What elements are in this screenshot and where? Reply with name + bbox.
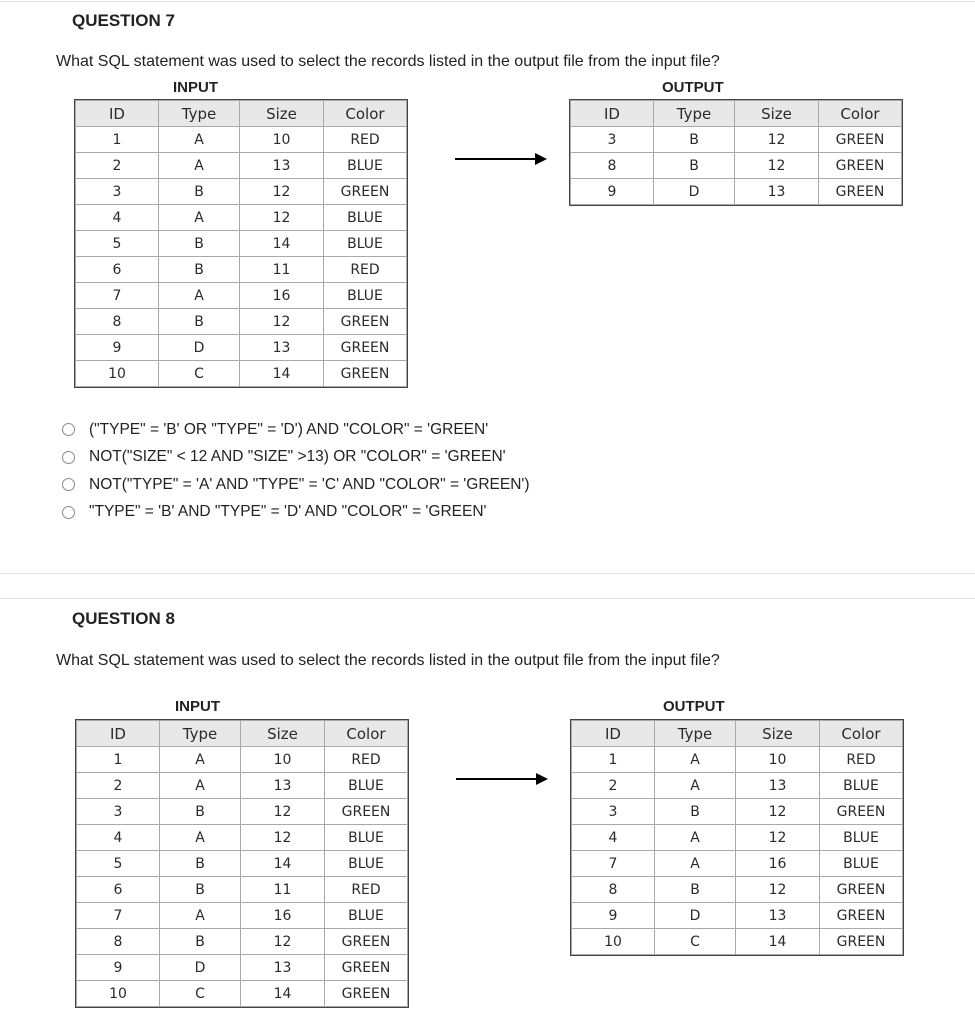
table-cell: D	[160, 955, 241, 981]
table-cell: 13	[736, 773, 820, 799]
table-cell: C	[160, 981, 241, 1007]
table-cell: GREEN	[325, 929, 408, 955]
table-cell: 3	[571, 127, 654, 153]
table-cell: A	[159, 283, 240, 309]
radio-icon[interactable]	[62, 451, 75, 464]
table-row	[77, 981, 408, 1007]
table-row	[572, 877, 903, 903]
table-cell: 16	[241, 903, 325, 929]
table-cell: 10	[241, 747, 325, 773]
table-cell: 10	[572, 929, 655, 955]
table-cell: BLUE	[820, 773, 903, 799]
table-row	[76, 309, 407, 335]
table-row	[77, 747, 408, 773]
table-cell: GREEN	[819, 127, 902, 153]
table-cell: GREEN	[325, 955, 408, 981]
table-cell: D	[159, 335, 240, 361]
table-row	[76, 335, 407, 361]
table-cell: BLUE	[324, 205, 407, 231]
table-cell: 12	[735, 127, 819, 153]
table-cell: B	[655, 877, 736, 903]
table-cell: 12	[240, 205, 324, 231]
table-cell: 1	[572, 747, 655, 773]
table-cell: GREEN	[820, 877, 903, 903]
table-cell: B	[159, 257, 240, 283]
table-cell: 13	[735, 179, 819, 205]
table-cell: A	[159, 205, 240, 231]
table-cell: B	[160, 851, 241, 877]
table-cell: RED	[324, 257, 407, 283]
table-cell: 12	[736, 877, 820, 903]
q7-title: QUESTION 7	[72, 11, 175, 30]
table-cell: 4	[77, 825, 160, 851]
table-cell: 10	[77, 981, 160, 1007]
table-row	[572, 929, 903, 955]
top-divider	[0, 1, 975, 2]
table-cell: 3	[572, 799, 655, 825]
table-cell: 5	[76, 231, 159, 257]
q7-output-table	[570, 100, 902, 205]
table-row	[572, 773, 903, 799]
table-cell: 14	[241, 981, 325, 1007]
column-header: ID	[572, 721, 655, 747]
table-cell: GREEN	[324, 309, 407, 335]
column-header: Color	[325, 721, 408, 747]
table-cell: 12	[241, 799, 325, 825]
radio-icon[interactable]	[62, 478, 75, 491]
table-cell: 12	[241, 929, 325, 955]
table-cell: BLUE	[325, 773, 408, 799]
table-cell: 9	[571, 179, 654, 205]
column-header: Size	[241, 721, 325, 747]
table-cell: C	[159, 361, 240, 387]
table-cell: GREEN	[325, 799, 408, 825]
q8-input-label: INPUT	[175, 698, 220, 715]
column-header: Type	[655, 721, 736, 747]
table-cell: RED	[325, 877, 408, 903]
table-cell: GREEN	[819, 153, 902, 179]
table-cell: 6	[76, 257, 159, 283]
table-cell: RED	[820, 747, 903, 773]
table-row	[572, 851, 903, 877]
table-cell: B	[160, 929, 241, 955]
section-divider	[0, 598, 975, 599]
table-cell: 10	[240, 127, 324, 153]
q7-input-label: INPUT	[173, 79, 218, 96]
table-cell: B	[160, 877, 241, 903]
q7-option-1-label: ("TYPE" = 'B' OR "TYPE" = 'D') AND "COLOR" = 'GREEN'	[89, 420, 489, 438]
table-cell: 14	[240, 361, 324, 387]
table-row	[572, 747, 903, 773]
table-row	[77, 929, 408, 955]
table-row	[572, 903, 903, 929]
q8-input-table	[76, 720, 408, 1007]
table-cell: 3	[77, 799, 160, 825]
table-cell: 13	[240, 335, 324, 361]
table-cell: B	[159, 179, 240, 205]
table-cell: 12	[241, 825, 325, 851]
table-cell: D	[654, 179, 735, 205]
table-cell: A	[159, 127, 240, 153]
table-cell: B	[160, 799, 241, 825]
table-cell: 7	[572, 851, 655, 877]
table-cell: B	[159, 231, 240, 257]
table-row	[571, 153, 902, 179]
q7-option-4[interactable]	[62, 499, 530, 527]
table-cell: 4	[76, 205, 159, 231]
table-row	[76, 127, 407, 153]
column-header: Color	[819, 101, 902, 127]
table-row	[76, 205, 407, 231]
table-cell: 4	[572, 825, 655, 851]
table-cell: 13	[241, 773, 325, 799]
table-cell: 9	[76, 335, 159, 361]
table-cell: 12	[736, 825, 820, 851]
table-cell: 7	[76, 283, 159, 309]
table-row	[76, 361, 407, 387]
table-cell: B	[654, 127, 735, 153]
table-cell: 16	[240, 283, 324, 309]
table-cell: 11	[241, 877, 325, 903]
table-cell: 13	[240, 153, 324, 179]
table-cell: 2	[572, 773, 655, 799]
table-cell: RED	[325, 747, 408, 773]
q7-option-4-label: "TYPE" = 'B' AND "TYPE" = 'D' AND "COLOR" = 'GREEN'	[89, 503, 487, 521]
table-cell: A	[655, 825, 736, 851]
table-cell: BLUE	[324, 283, 407, 309]
table-cell: GREEN	[324, 335, 407, 361]
column-header: Type	[159, 101, 240, 127]
q7-option-3-label: NOT("TYPE" = 'A' AND "TYPE" = 'C' AND "COLOR" = 'GREEN')	[89, 475, 530, 493]
table-cell: A	[655, 773, 736, 799]
q8-output-table	[571, 720, 903, 955]
table-cell: BLUE	[325, 903, 408, 929]
table-cell: A	[159, 153, 240, 179]
q8-prompt: What SQL statement was used to select the records listed in the output file from the input file?	[56, 652, 720, 669]
table-cell: BLUE	[820, 851, 903, 877]
q8-output-label: OUTPUT	[663, 698, 725, 715]
table-cell: GREEN	[819, 179, 902, 205]
table-cell: 12	[735, 153, 819, 179]
column-header: Type	[654, 101, 735, 127]
table-cell: 8	[572, 877, 655, 903]
table-cell: A	[655, 851, 736, 877]
column-header: Type	[160, 721, 241, 747]
table-cell: GREEN	[820, 929, 903, 955]
table-cell: 6	[77, 877, 160, 903]
table-row	[76, 231, 407, 257]
q7-options	[62, 416, 530, 526]
q8-title: QUESTION 8	[72, 609, 175, 628]
table-cell: GREEN	[820, 903, 903, 929]
table-cell: 16	[736, 851, 820, 877]
table-cell: 1	[77, 747, 160, 773]
table-cell: D	[655, 903, 736, 929]
table-cell: A	[655, 747, 736, 773]
table-cell: C	[655, 929, 736, 955]
table-cell: 8	[77, 929, 160, 955]
table-cell: A	[160, 903, 241, 929]
radio-icon[interactable]	[62, 423, 75, 436]
column-header: Size	[736, 721, 820, 747]
radio-icon[interactable]	[62, 506, 75, 519]
table-cell: A	[160, 747, 241, 773]
table-cell: A	[160, 773, 241, 799]
table-cell: BLUE	[324, 231, 407, 257]
table-cell: 13	[241, 955, 325, 981]
table-row	[572, 799, 903, 825]
table-cell: B	[655, 799, 736, 825]
table-cell: BLUE	[325, 825, 408, 851]
q7-arrow-icon	[455, 152, 547, 166]
table-row	[571, 179, 902, 205]
table-row	[76, 179, 407, 205]
table-cell: BLUE	[820, 825, 903, 851]
q7-option-2-label: NOT("SIZE" < 12 AND "SIZE" >13) OR "COLOR" = 'GREEN'	[89, 448, 506, 466]
section-divider	[0, 573, 975, 574]
table-row	[77, 773, 408, 799]
table-cell: GREEN	[820, 799, 903, 825]
table-cell: 2	[77, 773, 160, 799]
table-cell: BLUE	[324, 153, 407, 179]
table-row	[76, 153, 407, 179]
table-cell: 14	[240, 231, 324, 257]
table-cell: GREEN	[325, 981, 408, 1007]
table-row	[572, 825, 903, 851]
table-cell: 11	[240, 257, 324, 283]
table-row	[76, 283, 407, 309]
column-header: Color	[324, 101, 407, 127]
table-cell: 12	[240, 309, 324, 335]
table-cell: 7	[77, 903, 160, 929]
table-cell: B	[654, 153, 735, 179]
column-header: ID	[571, 101, 654, 127]
column-header: Color	[820, 721, 903, 747]
table-row	[571, 127, 902, 153]
table-row	[77, 955, 408, 981]
table-cell: B	[159, 309, 240, 335]
table-cell: 5	[77, 851, 160, 877]
table-cell: RED	[324, 127, 407, 153]
table-cell: 12	[736, 799, 820, 825]
column-header: Size	[735, 101, 819, 127]
table-cell: 10	[76, 361, 159, 387]
table-cell: 8	[571, 153, 654, 179]
table-cell: 2	[76, 153, 159, 179]
table-cell: GREEN	[324, 179, 407, 205]
table-cell: BLUE	[325, 851, 408, 877]
table-row	[77, 825, 408, 851]
table-cell: 13	[736, 903, 820, 929]
column-header: ID	[77, 721, 160, 747]
column-header: ID	[76, 101, 159, 127]
table-row	[77, 799, 408, 825]
table-cell: 1	[76, 127, 159, 153]
q7-output-label: OUTPUT	[662, 79, 724, 96]
table-cell: 9	[77, 955, 160, 981]
q7-prompt: What SQL statement was used to select the records listed in the output file from the input file?	[56, 53, 720, 70]
table-cell: 14	[736, 929, 820, 955]
table-cell: GREEN	[324, 361, 407, 387]
q7-input-table	[75, 100, 407, 387]
table-cell: 9	[572, 903, 655, 929]
q8-arrow-icon	[456, 772, 548, 786]
q7-option-1[interactable]	[62, 416, 530, 444]
q7-option-2[interactable]	[62, 444, 530, 472]
q7-option-3[interactable]	[62, 471, 530, 499]
table-cell: 14	[241, 851, 325, 877]
table-row	[76, 257, 407, 283]
table-cell: 12	[240, 179, 324, 205]
column-header: Size	[240, 101, 324, 127]
table-cell: 3	[76, 179, 159, 205]
table-row	[77, 851, 408, 877]
table-cell: 8	[76, 309, 159, 335]
table-cell: 10	[736, 747, 820, 773]
table-row	[77, 877, 408, 903]
table-cell: A	[160, 825, 241, 851]
table-row	[77, 903, 408, 929]
